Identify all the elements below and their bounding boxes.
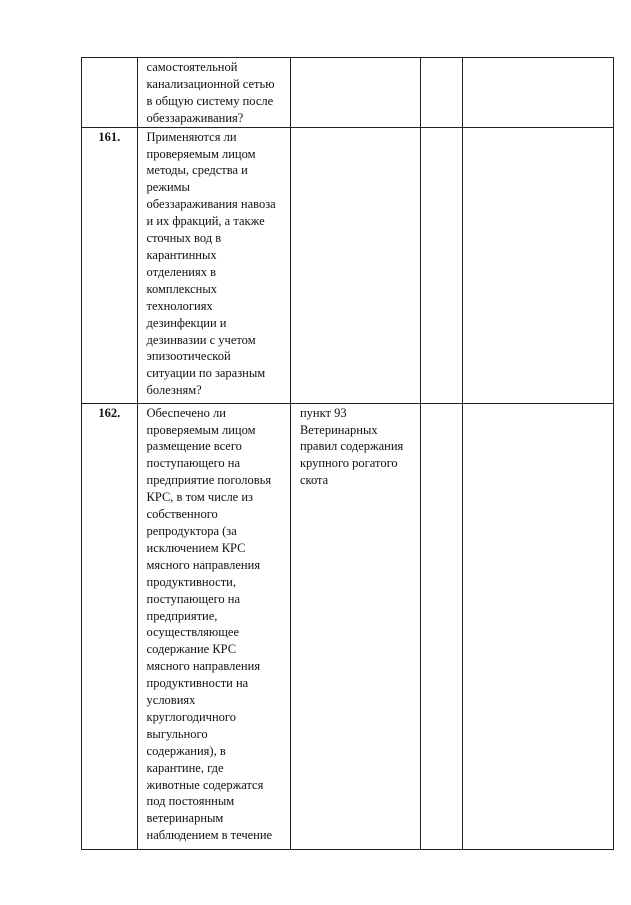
row-number-cell (82, 403, 138, 849)
note-text (463, 58, 613, 59)
note-cell (462, 58, 613, 128)
note-text (463, 128, 613, 129)
note-cell (462, 127, 613, 403)
reference-cell (290, 403, 420, 849)
question-text: самостоятельной канализационной сетью в общую систему после обеззараживания? (146, 60, 275, 125)
question-text: Обеспечено ли проверяемым лицом размещение всего поступающего на предприятие поголовья КРС, в том числе из собственного репродуктора (за исключением КРС мясного направления продуктивности, поступающего на предприятие, осуществляющее содержание КРС мясного направления продуктивности на условиях круглогодичного выгульного содержания), в карантине, где животные содержатся под постоянным ветеринарным наблюдением в течение (146, 405, 273, 843)
reference-text: пункт 93 Ветеринарных правил содержания крупного рогатого скота (299, 405, 404, 488)
question-cell (137, 127, 290, 403)
empty-cell (421, 127, 462, 403)
note-text (463, 404, 613, 405)
reference-cell (290, 58, 420, 128)
row-number (82, 58, 137, 59)
reference-text (291, 58, 420, 59)
question-cell (137, 403, 290, 849)
table-row (82, 58, 614, 128)
reference-cell (290, 127, 420, 403)
table-row (82, 403, 614, 849)
reference-text (291, 128, 420, 129)
table-row (82, 127, 614, 403)
row-number: 161. (98, 129, 121, 144)
question-text: Применяются ли проверяемым лицом методы, средства и режимы обеззараживания навоза и их фракций, а также сточных вод в карантинных отделениях в комплексных технологиях дезинфекции и дезинвазии с учетом эпизоотической ситуации по заразным болезням? (146, 129, 276, 398)
question-cell (137, 58, 290, 128)
row-number-cell (82, 58, 138, 128)
row-number: 162. (98, 405, 121, 420)
empty-cell (421, 58, 462, 128)
empty-cell (421, 403, 462, 849)
note-cell (462, 403, 613, 849)
row-number-cell (82, 127, 138, 403)
checklist-table (81, 57, 614, 850)
